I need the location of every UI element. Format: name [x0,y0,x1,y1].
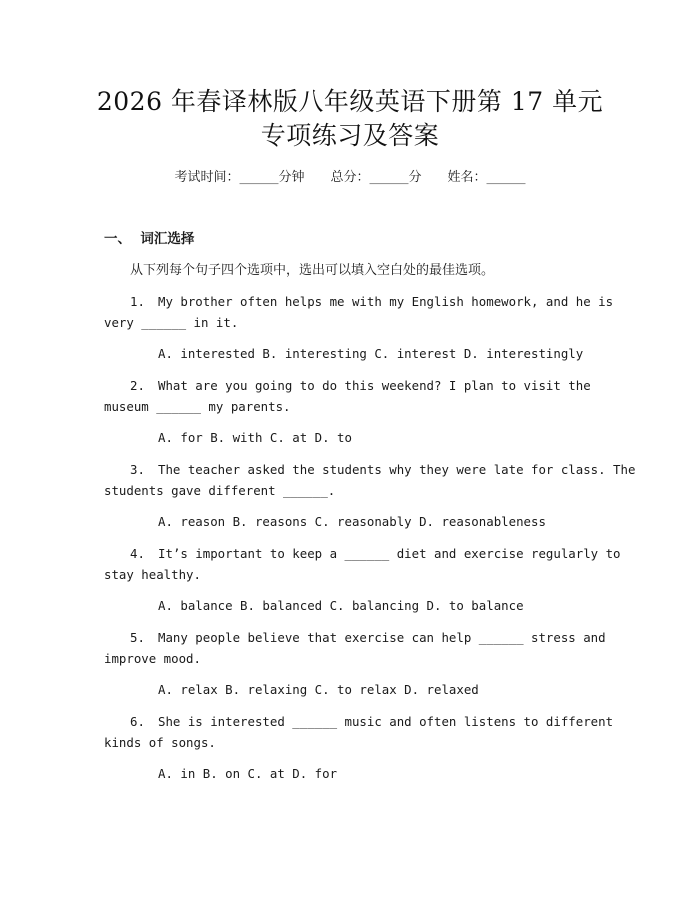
question-number: 3. [130,462,145,477]
question-text: My brother often helps me with my English homework, and he is [158,294,614,309]
question-5-line-1 [130,629,605,647]
question-3-line-1 [130,461,636,479]
question-5-line-2: improve mood. [104,651,201,666]
question-6-options: A. in B. on C. at D. for [158,766,338,781]
section-heading: 一、 词汇选择 [104,231,195,247]
question-number: 5. [130,630,145,645]
question-4-options: A. balance B. balanced C. balancing D. to balance [158,598,524,613]
question-4-line-1 [130,545,621,563]
question-1-line-1 [130,293,614,311]
document-title-line-2: 专项练习及答案 [260,121,440,150]
question-2-line-1 [130,377,605,395]
question-number: 4. [130,546,145,561]
question-text: What are you going to do this weekend? I plan to visit the [158,378,591,393]
question-text: Many people believe that exercise can help ______ stress and [158,630,606,645]
question-3-options: A. reason B. reasons C. reasonably D. reasonableness [158,514,546,529]
question-number: 2. [130,378,145,393]
question-2-options: A. for B. with C. at D. to [158,430,352,445]
student-name-field: 姓名：______ [447,170,526,185]
question-text: The teacher asked the students why they were late for class. The [158,462,636,477]
question-text: It’s important to keep a ______ diet and exercise regularly to [158,546,621,561]
question-1-options: A. interested B. interesting C. interest D. interestingly [158,346,584,361]
question-6-line-1 [130,713,614,731]
question-4-line-2: stay healthy. [104,567,201,582]
question-1-line-2: very ______ in it. [104,315,239,330]
question-5-options: A. relax B. relaxing C. to relax D. relaxed [158,682,479,697]
question-number: 6. [130,714,145,729]
question-number: 1. [130,294,145,309]
exam-meta-line [0,169,700,187]
exam-time-field: 考试时间：______分钟 [174,170,305,185]
section-instruction: 从下列每个句子四个选项中，选出可以填入空白处的最佳选项。 [130,263,495,278]
total-score-field: 总分：______分 [330,170,422,185]
question-6-line-2: kinds of songs. [104,735,216,750]
question-3-line-2: students gave different ______. [104,483,336,498]
document-title-line-1: 2026 年春译林版八年级英语下册第 17 单元 [96,87,604,116]
question-text: She is interested ______ music and often listens to different [158,714,614,729]
question-2-line-2: museum ______ my parents. [104,399,291,414]
